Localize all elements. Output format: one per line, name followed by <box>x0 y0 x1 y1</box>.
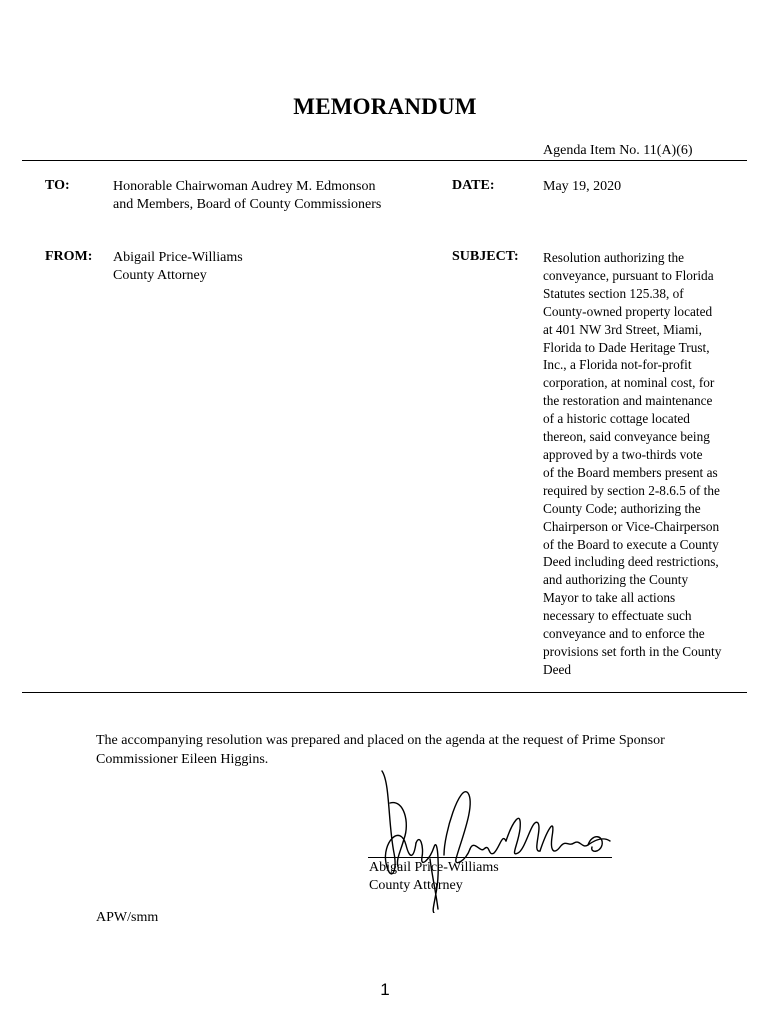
subject-line: Deed including deed restrictions, <box>543 554 719 570</box>
typist-initials: APW/smm <box>96 910 159 925</box>
subject-line: provisions set forth in the County <box>543 643 722 659</box>
signature-line <box>368 857 612 858</box>
subject-line: thereon, said conveyance being <box>543 429 710 445</box>
subject-line: conveyance, pursuant to Florida <box>543 267 714 283</box>
signature-block <box>369 859 499 895</box>
from-label: FROM: <box>45 249 93 264</box>
subject-label: SUBJECT: <box>452 249 519 264</box>
subject-line: of the Board to execute a County <box>543 536 719 552</box>
to-recipient <box>113 178 381 214</box>
subject-line: Chairperson or Vice-Chairperson <box>543 518 720 534</box>
subject-line: County-owned property located <box>543 303 713 319</box>
subject-line: Deed <box>543 661 572 677</box>
signer-title: County Attorney <box>369 878 463 893</box>
memo-title: MEMORANDUM <box>293 94 477 119</box>
from-line-1: Abigail Price-Williams <box>113 250 243 265</box>
to-line-2: and Members, Board of County Commissioners <box>113 197 382 212</box>
signer-name: Abigail Price-Williams <box>369 860 499 875</box>
agenda-item-number: Agenda Item No. 11(A)(6) <box>543 143 693 158</box>
date-label: DATE: <box>452 178 495 193</box>
subject-line: Florida to Dade Heritage Trust, <box>543 339 710 355</box>
page-number: 1 <box>380 980 390 999</box>
body-line-2: Commissioner Eileen Higgins. <box>96 752 269 767</box>
subject-line: necessary to effectuate such <box>543 608 692 624</box>
date-value: May 19, 2020 <box>543 179 622 194</box>
subject-line: required by section 2-8.6.5 of the <box>543 482 720 498</box>
from-sender <box>113 249 243 285</box>
from-line-2: County Attorney <box>113 268 207 283</box>
subject-line: conveyance and to enforce the <box>543 626 705 642</box>
subject-line: County Code; authorizing the <box>543 500 701 516</box>
subject-line: at 401 NW 3rd Street, Miami, <box>543 321 702 337</box>
subject-line: and authorizing the County <box>543 572 689 588</box>
bottom-divider <box>22 692 747 693</box>
subject-line: corporation, at nominal cost, for <box>543 375 715 391</box>
subject-line: of the Board members present as <box>543 464 718 480</box>
body-line-1: The accompanying resolution was prepared and placed on the agenda at the request of Prime Sponsor <box>96 733 665 748</box>
subject-line: the restoration and maintenance <box>543 393 713 409</box>
to-line-1: Honorable Chairwoman Audrey M. Edmonson <box>113 179 376 194</box>
to-label: TO: <box>45 178 70 193</box>
top-divider <box>22 160 747 161</box>
subject-text <box>543 249 749 679</box>
subject-line: of a historic cottage located <box>543 411 690 427</box>
subject-line: approved by a two-thirds vote <box>543 446 703 462</box>
subject-line: Inc., a Florida not-for-profit <box>543 357 692 373</box>
subject-line: Mayor to take all actions <box>543 590 676 606</box>
subject-line: Resolution authorizing the <box>543 250 685 265</box>
subject-line: Statutes section 125.38, of <box>543 285 684 301</box>
